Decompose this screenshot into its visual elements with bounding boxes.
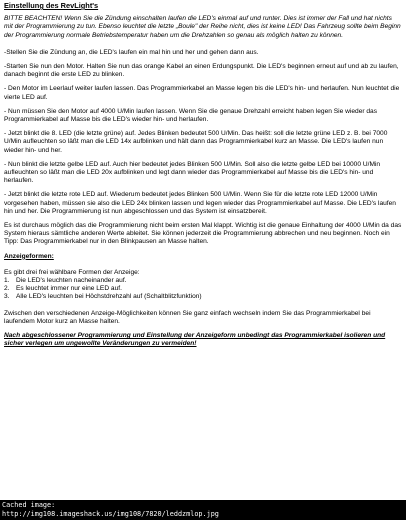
step-paragraph: - Nun müssen Sie den Motor auf 4000 U/Min laufen lassen. Wenn Sie die genaue Drehzahl erreicht haben legen Sie wieder das Programmierkabel auf Masse bis die LED's wieder hin- und herlaufen. <box>4 107 378 124</box>
document <box>4 2 402 349</box>
step-paragraph: - Jetzt blinkt die 8. LED (die letzte grüne) auf. Jedes Blinken bedeutet 500 U/Min. Das heißt: soll die letzte grüne LED z. B. bei 7000 U/Min aufleuchten so läßt man die LED 14x aufblinken und hält dann das Programmierkabel kurz an Masse. Die LED's laufen nun wieder hin- und her. <box>4 130 388 154</box>
notes-paragraph: Es ist durchaus möglich das die Programmierung nicht beim ersten Mal klappt. Wichtig ist die genaue Einhaltung der 4000 U/Min da das System hieraus sämtliche anderen Werte ableitet. Sie können jederzeit die Programmierung abbrechen und neu beginnen. Noch ein Tipp: Das Programmierkabel nur in den Blinkpausen an Masse halten. <box>4 222 402 246</box>
list-text: Es leuchtet immer nur eine LED auf. <box>16 285 122 293</box>
switch-note: Zwischen den verschiedenen Anzeige-Möglichkeiten können Sie ganz einfach wechseln indem Sie das Programmierkabel bei laufendem Motor kurz an Masse halten. <box>4 309 371 325</box>
list-text: Die LED's leuchten nacheinander auf. <box>16 277 127 285</box>
document-title: Einstellung des RevLight's <box>4 1 99 10</box>
list-item <box>4 277 402 285</box>
step-paragraph: - Den Motor im Leerlauf weiter laufen lassen. Das Programmierkabel an Masse legen bis die LED's hin- und herlaufen. Nun leuchtet die vierte LED auf. <box>4 85 400 101</box>
display-mode-list <box>4 277 402 302</box>
list-item <box>4 285 402 293</box>
section-intro: Es gibt drei frei wählbare Formen der Anzeige: <box>4 268 140 276</box>
warning-paragraph: BITTE BEACHTEN! Wenn Sie die Zündung einschalten laufen die LED's einmal auf und runter. Dies ist immer der Fall und hat nichts mit der Programmierung zu tun. Ebenso leuchtet die letzte „Boule" der Reihe nicht, dies ist keine LED! Das Fahrzeug sollte beim Beginn der Programmierung normale Betriebstemperatur haben um die Drehzahlen so genau als möglich halten zu können. <box>4 15 401 39</box>
cache-bar <box>0 500 406 520</box>
step-paragraph: -Stellen Sie die Zündung an, die LED's laufen ein mal hin und her und gehen dann aus. <box>4 48 259 56</box>
list-item <box>4 293 402 301</box>
cache-url-link[interactable]: http://img108.imageshack.us/img108/7820/leddzmlop.jpg <box>2 510 219 518</box>
cache-label: Cached image: <box>2 501 56 509</box>
final-warning: Nach abgeschlossener Programmierung und Einstellung der Anzeigeform unbedingt das Programmierkabel isolieren und sicher verlegen um ungewollte Veränderungen zu vermeiden! <box>4 332 386 348</box>
list-number: 2. <box>4 285 10 293</box>
list-number: 3. <box>4 293 10 301</box>
list-number: 1. <box>4 277 10 285</box>
step-paragraph: - Jetzt blinkt die letzte rote LED auf. Wiederum bedeutet jedes Blinken 500 U/Min. Wenn Sie für die letzte rote LED 12000 U/Min vorgesehen haben, müssen sie also die LED 24x blinken lassen und legen wieder das Programmierkabel auf Masse. Die LED's laufen hin und her. Die Programmierung ist nun abgeschlossen und das System ist einsatzbereit. <box>4 191 396 215</box>
step-paragraph: - Nun blinkt die letzte gelbe LED auf. Auch hier bedeutet jedes Blinken 500 U/Min. Soll also die letzte gelbe LED bei 10000 U/Min aufleuchten so läßt man die LED 20x aufblinken und legt dann wieder das Programmierkabel auf Masse bis die LED's hin- und herlaufen. <box>4 160 381 185</box>
section-title: Anzeigeformen: <box>4 252 54 260</box>
list-text: Alle LED's leuchten bei Höchstdrehzahl auf (Schaltblitzfunktion) <box>16 293 202 301</box>
step-paragraph: -Starten Sie nun den Motor. Halten Sie nun das orange Kabel an einen Erdungspunkt. Die LED's beginnen erneut auf und ab zu laufen, danach beginnt die erste LED zu blinken. <box>4 63 399 79</box>
